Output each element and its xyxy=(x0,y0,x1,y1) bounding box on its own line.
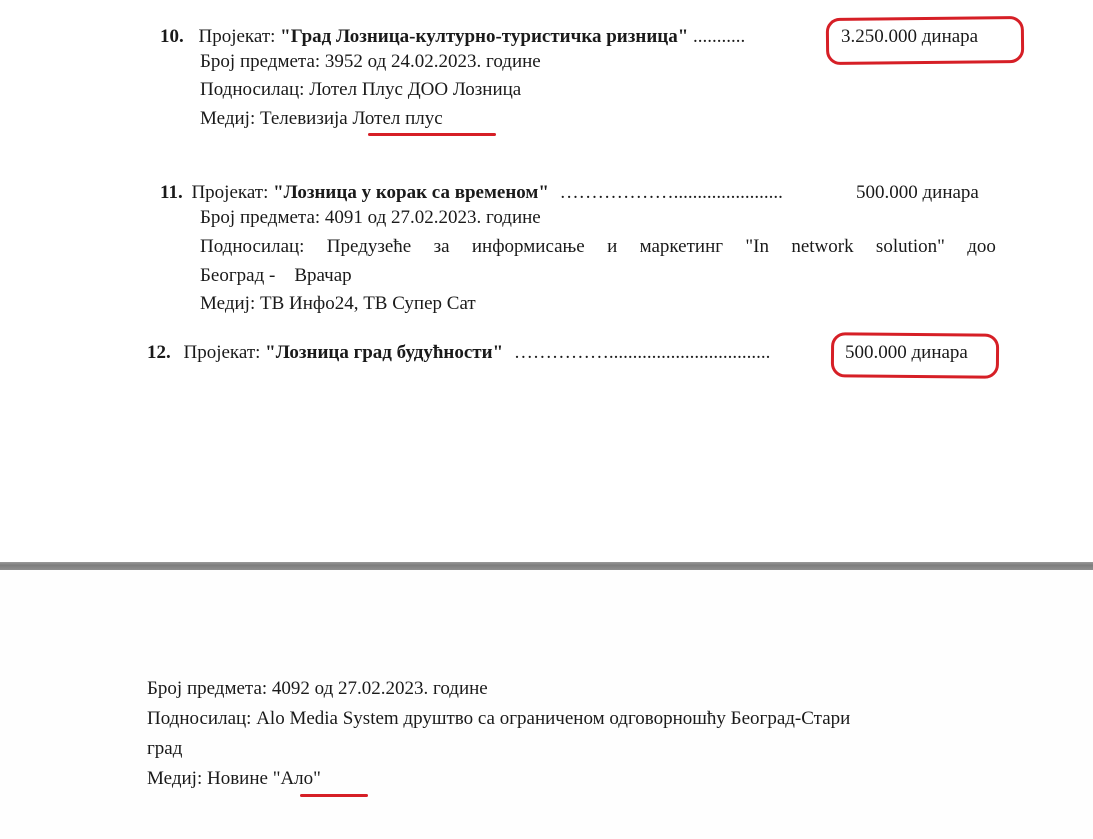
page2-applicant-line1: Подносилац: Alo Media System друштво са ограниченом одговорношћу Београд-Стари xyxy=(147,708,851,729)
media-annotation-underline xyxy=(300,794,368,797)
media-label: Медиј: Телевизија xyxy=(200,108,348,129)
applicant-word: network xyxy=(791,236,854,257)
applicant-word: "In xyxy=(745,236,769,257)
item-11-line xyxy=(160,183,783,202)
item-11-applicant-line2: Београд - Врачар xyxy=(200,265,352,286)
applicant-word: маркетинг xyxy=(639,236,724,257)
page2-applicant-line2: град xyxy=(147,738,183,759)
item-11-applicant xyxy=(200,237,996,256)
project-label: Пројекат: xyxy=(183,342,261,363)
leader-dots: ........... xyxy=(693,26,746,47)
item-10-applicant: Подносилац: Лотел Плус ДОО Лозница xyxy=(200,79,522,100)
project-title: "Лозница град будућности" xyxy=(265,342,504,363)
item-12-line xyxy=(147,343,770,362)
media-annotation-underline xyxy=(368,133,496,136)
project-label: Пројекат: xyxy=(198,26,276,47)
applicant-word: solution" xyxy=(875,236,945,257)
item-10-line xyxy=(160,27,745,46)
item-number: 12. xyxy=(147,342,171,363)
item-11-amount: 500.000 динара xyxy=(856,182,979,203)
media-highlight: "Ало" xyxy=(272,768,321,789)
amount-annotation-circle xyxy=(831,332,999,378)
item-10-media xyxy=(200,109,443,128)
page-divider xyxy=(0,562,1093,570)
page2-case: Број предмета: 4092 од 27.02.2023. године xyxy=(147,678,488,699)
item-number: 10. xyxy=(160,26,184,47)
project-title: "Град Лозница-културно-туристичка ризница" xyxy=(280,26,689,47)
leader-dots: ………………....................... xyxy=(559,182,783,203)
project-label: Пројекат: xyxy=(191,182,269,203)
item-number: 11. xyxy=(160,182,183,203)
item-10-case: Број предмета: 3952 од 24.02.2023. године xyxy=(200,51,541,72)
applicant-word: информисање xyxy=(471,236,585,257)
applicant-word: и xyxy=(607,236,618,257)
item-11-case: Број предмета: 4091 од 27.02.2023. године xyxy=(200,207,541,228)
amount-annotation-circle xyxy=(826,16,1024,65)
item-10-amount: 3.250.000 динара xyxy=(841,26,979,47)
leader-dots: …………….................................. xyxy=(513,342,771,363)
applicant-word: Подносилац: xyxy=(200,236,305,257)
item-11-media: Медиј: ТВ Инфо24, ТВ Супер Сат xyxy=(200,293,476,314)
item-12-amount: 500.000 динара xyxy=(845,342,968,363)
applicant-word: доо xyxy=(967,236,996,257)
project-title: "Лозница у корак са временом" xyxy=(273,182,549,203)
next-page xyxy=(0,570,1093,839)
media-label: Медиј: Новине xyxy=(147,768,268,789)
applicant-word: Предузеће xyxy=(326,236,412,257)
media-highlight: Лотел плус xyxy=(352,108,443,129)
page2-media xyxy=(147,769,321,788)
applicant-word: за xyxy=(433,236,450,257)
